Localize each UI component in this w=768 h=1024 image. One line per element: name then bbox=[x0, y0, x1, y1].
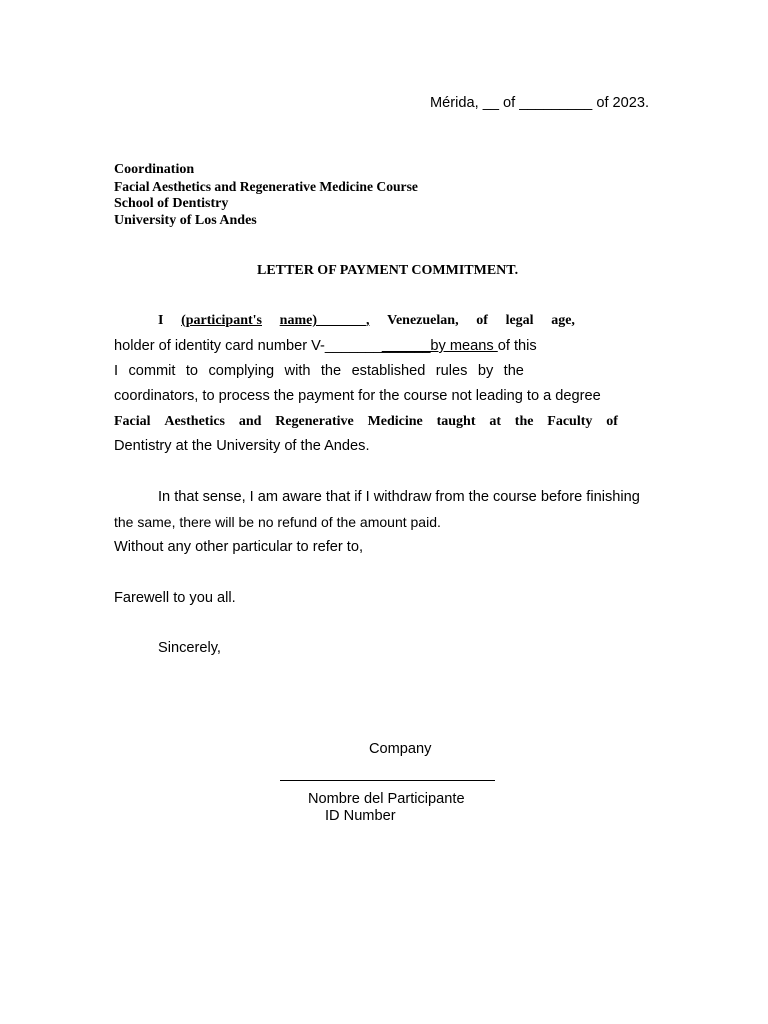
word: Venezuelan, bbox=[387, 313, 459, 328]
word: by bbox=[477, 363, 494, 379]
word: Medicine bbox=[367, 414, 423, 429]
paragraph-1-line-1 bbox=[158, 313, 575, 329]
line-text: holder of identity card number V-_______ bbox=[114, 338, 382, 354]
signature-line bbox=[280, 780, 495, 781]
company-label: Company bbox=[369, 741, 432, 757]
paragraph-1-line-5 bbox=[114, 414, 618, 430]
recipient-line-2: Facial Aesthetics and Regenerative Medicine Course bbox=[114, 179, 418, 194]
word: Regenerative bbox=[275, 414, 354, 429]
word: to bbox=[185, 363, 199, 379]
line-text: ______by means bbox=[381, 338, 498, 354]
word: established bbox=[351, 363, 426, 379]
paragraph-1-line-4: coordinators, to process the payment for the course not leading to a degree bbox=[114, 388, 601, 404]
word: name)_______, bbox=[279, 313, 370, 328]
recipient-line-1: Coordination bbox=[114, 162, 195, 177]
word: I bbox=[158, 313, 164, 328]
recipient-line-3: School of Dentistry bbox=[114, 196, 229, 211]
paragraph-2-line-3: Without any other particular to refer to, bbox=[114, 539, 364, 555]
id-number-label: ID Number bbox=[325, 808, 396, 824]
word: at bbox=[489, 414, 501, 429]
word: rules bbox=[435, 363, 468, 379]
word: I bbox=[114, 363, 119, 379]
date-line: Mérida, __ of _________ of 2023. bbox=[430, 95, 650, 111]
word: the bbox=[503, 363, 524, 379]
word: age, bbox=[551, 313, 575, 328]
paragraph-2-line-2: the same, there will be no refund of the amount paid. bbox=[114, 514, 441, 530]
word: Aesthetics bbox=[164, 414, 226, 429]
word: taught bbox=[436, 414, 476, 429]
paragraph-1-line-3 bbox=[114, 363, 524, 379]
line-text: of this bbox=[497, 338, 537, 354]
paragraph-1-line-6: Dentistry at the University of the Andes. bbox=[114, 438, 370, 454]
word: legal bbox=[505, 313, 534, 328]
participant-name-label: Nombre del Participante bbox=[308, 791, 465, 807]
paragraph-1-line-2 bbox=[114, 338, 537, 354]
word: complying bbox=[208, 363, 275, 379]
closing-text: Sincerely, bbox=[158, 640, 221, 656]
word: with bbox=[284, 363, 311, 379]
word: the bbox=[320, 363, 342, 379]
word: the bbox=[514, 414, 534, 429]
word: Faculty bbox=[547, 414, 593, 429]
word: and bbox=[238, 414, 262, 429]
word: Facial bbox=[114, 414, 151, 429]
letter-title: LETTER OF PAYMENT COMMITMENT. bbox=[257, 263, 519, 278]
paragraph-2-line-1: In that sense, I am aware that if I withdraw from the course before finishing bbox=[158, 489, 640, 505]
word: of bbox=[476, 313, 488, 328]
recipient-line-4: University of Los Andes bbox=[114, 213, 257, 228]
word: (participant's bbox=[181, 313, 262, 328]
word: of bbox=[606, 414, 618, 429]
word: commit bbox=[128, 363, 176, 379]
farewell-text: Farewell to you all. bbox=[114, 590, 236, 606]
